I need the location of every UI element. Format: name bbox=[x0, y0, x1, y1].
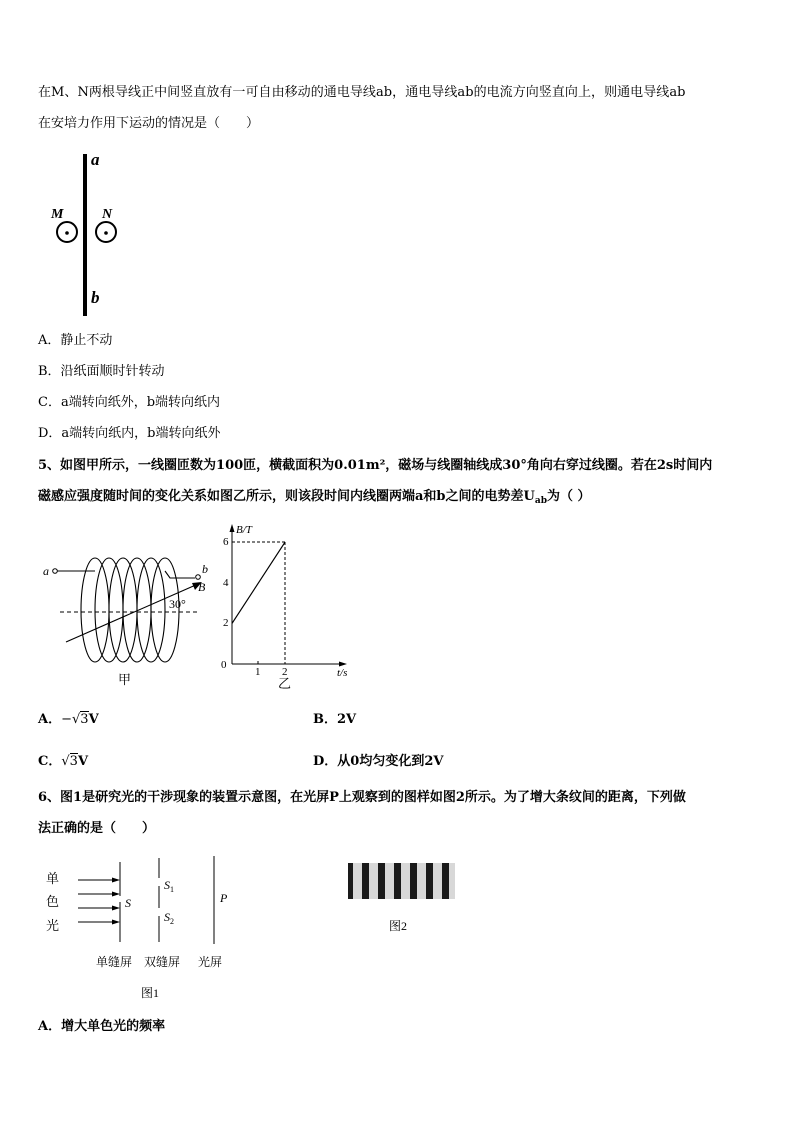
sqrt-symbol-c: √3 bbox=[61, 754, 78, 769]
q6-fig1 bbox=[40, 852, 260, 1012]
q4-stem-line2: 在安培力作用下运动的情况是（ ） bbox=[38, 116, 260, 131]
fig1-caption: 图1 bbox=[141, 986, 160, 1000]
q5-option-d: D．从0均匀变化到2V bbox=[313, 754, 444, 769]
yi-xtick-0: 0 bbox=[221, 659, 227, 671]
fig2-caption: 图2 bbox=[389, 919, 408, 933]
fig1-S1: $S_1$ bbox=[164, 878, 174, 894]
sqrt-symbol-a: √3 bbox=[72, 712, 89, 727]
yi-ylabel: B/T bbox=[236, 524, 252, 536]
q5-stem-line2: 磁感应强度随时间的变化关系如图乙所示，则该段时间内线圈两端a和b之间的电势差$U_{ab}$为（ ） bbox=[38, 489, 591, 506]
fig1-light-2: 色 bbox=[46, 894, 60, 909]
yi-ytick-2: 2 bbox=[223, 617, 229, 629]
yi-xtick-1: 1 bbox=[255, 666, 261, 678]
label-N: N bbox=[102, 207, 113, 222]
terminal-a bbox=[53, 569, 58, 574]
fig1-P: P bbox=[220, 891, 228, 905]
q5-stem-line1: 5、如图甲所示，一线圈匝数为100匝，横截面积为0.01m²，磁场与线圈轴线成30°角向右穿过线圈。若在2s时间内 bbox=[38, 458, 713, 473]
q5-fig-jia bbox=[40, 550, 220, 690]
q4-stem-line1: 在M、N两根导线正中间竖直放有一可自由移动的通电导线ab，通电导线ab的电流方向竖直向上，则通电导线ab bbox=[38, 85, 686, 100]
field-B-arrow bbox=[66, 584, 198, 642]
q5-option-a: A．−√3V bbox=[38, 712, 99, 727]
q6-stem-line1: 6、图1是研究光的干涉现象的装置示意图，在光屏P上观察到的图样如图2所示。为了增大条纹间的距离，下列做 bbox=[38, 790, 686, 805]
q5-option-b: B．2V bbox=[313, 712, 357, 727]
jia-label-a: a bbox=[43, 564, 49, 578]
q6-option-a: A．增大单色光的频率 bbox=[38, 1019, 166, 1034]
fig1-S: S bbox=[125, 896, 131, 910]
q5-option-c: C．√3V bbox=[38, 754, 89, 769]
q4-option-a: A．静止不动 bbox=[38, 333, 113, 348]
fig1-label-double: 双缝屏 bbox=[144, 955, 181, 969]
yi-data-line bbox=[232, 542, 285, 623]
yi-ytick-6: 6 bbox=[223, 536, 229, 548]
fig1-light-1: 单 bbox=[46, 871, 60, 886]
yi-ytick-4: 4 bbox=[223, 577, 229, 589]
fig1-label-screen: 光屏 bbox=[198, 955, 223, 969]
jia-label-b: b bbox=[202, 562, 208, 576]
yi-xtick-2: 2 bbox=[282, 666, 288, 678]
q4-figure bbox=[45, 148, 135, 320]
q6-fig2 bbox=[348, 863, 458, 943]
wire-N-dot bbox=[104, 231, 108, 235]
label-a: a bbox=[91, 150, 100, 169]
q4-option-b: B．沿纸面顺时针转动 bbox=[38, 364, 165, 379]
q6-stem-line2: 法正确的是（ ） bbox=[38, 821, 156, 836]
q4-option-c: C．a端转向纸外，b端转向纸内 bbox=[38, 395, 221, 410]
label-M: M bbox=[51, 207, 64, 222]
terminal-b bbox=[196, 575, 201, 580]
label-b: b bbox=[91, 288, 100, 307]
q5-fig-yi bbox=[215, 522, 360, 690]
jia-caption: 甲 bbox=[118, 672, 132, 687]
yi-xlabel: t/s bbox=[337, 667, 348, 679]
wire-M-dot bbox=[65, 231, 69, 235]
fig1-S2: $S_2$ bbox=[164, 910, 174, 926]
q4-option-d: D．a端转向纸内，b端转向纸外 bbox=[38, 426, 221, 441]
fig1-light-3: 光 bbox=[46, 918, 60, 933]
jia-label-B: B bbox=[198, 580, 206, 594]
yi-caption: 乙 bbox=[278, 676, 292, 691]
jia-angle: 30° bbox=[169, 597, 186, 611]
fig1-label-single: 单缝屏 bbox=[96, 955, 133, 969]
